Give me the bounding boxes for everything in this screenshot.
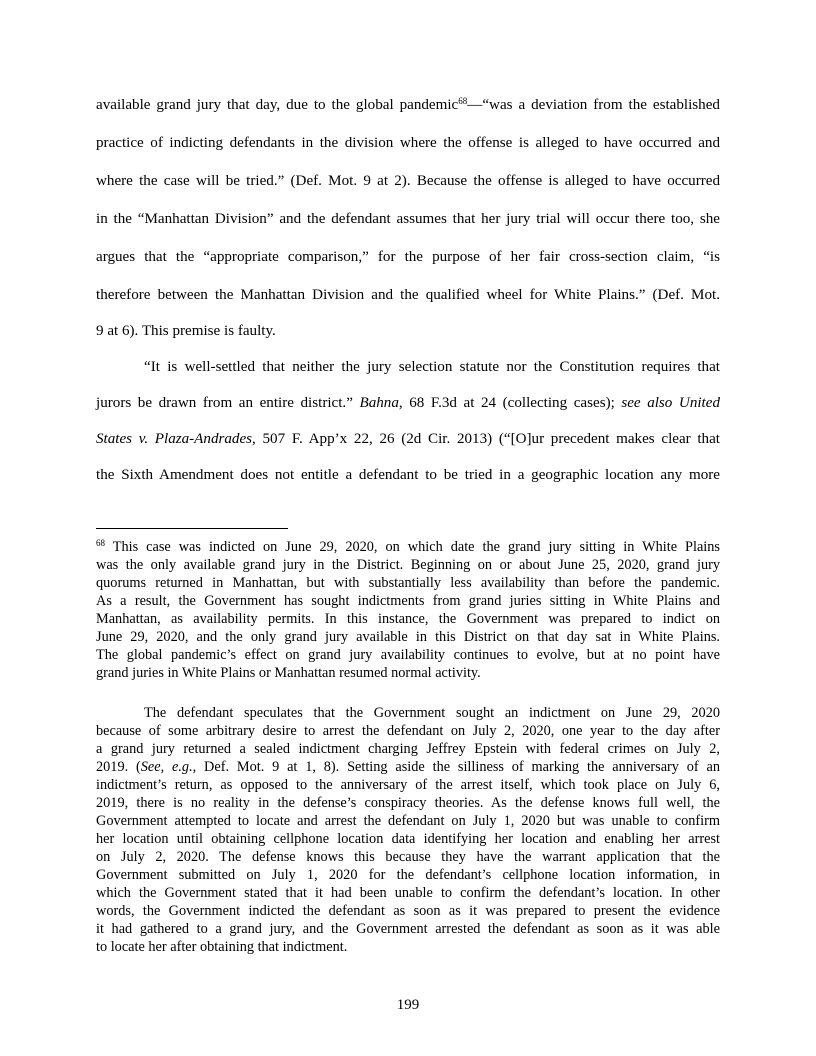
footnote-line: on July 2, 2020. The defense knows this because they have the warrant application that the (96, 849, 720, 865)
footnote-line: quorums returned in Manhattan, but with substantially less availability than before the pandemic. (96, 575, 720, 591)
body-line: the Sixth Amendment does not entitle a defendant to be tried in a geographic location any more (96, 467, 720, 483)
footnote-separator (96, 528, 288, 529)
body-line: States v. Plaza-Andrades, 507 F. App’x 22, 26 (2d Cir. 2013) (“[O]ur precedent makes clear that (96, 431, 721, 447)
body-line: practice of indicting defendants in the division where the offense is alleged to have occurred and (96, 135, 720, 151)
footnote-line: $^{68}$ This case was indicted on June 29, 2020, on which date the grand jury sitting in White Plains (96, 538, 720, 555)
footnote-line: words, the Government indicted the defendant as soon as it was prepared to present the evidence (96, 903, 720, 919)
body-line: argues that the “appropriate comparison,” for the purpose of her fair cross-section claim, “is (96, 249, 720, 265)
footnote-reference[interactable]: 68 (458, 96, 468, 106)
body-line: available grand jury that day, due to the global pandemic$^{68}$—“was a deviation from the established (96, 96, 720, 113)
footnote-line: 2019, there is no reality in the defense’s conspiracy theories. As the defense knows full well, the (96, 795, 720, 811)
footnote-line: The defendant speculates that the Government sought an indictment on June 29, 2020 (144, 705, 720, 721)
body-line: jurors be drawn from an entire district.” Bahna, 68 F.3d at 24 (collecting cases); see also United (96, 395, 721, 411)
footnote-line: because of some arbitrary desire to arrest the defendant on July 2, 2020, one year to the day after (96, 723, 720, 739)
body-line: 9 at 6). This premise is faulty. (96, 323, 276, 339)
footnote-line: June 29, 2020, and the only grand jury available in this District on that day sat in White Plains. (96, 629, 720, 645)
footnote-line: The global pandemic’s effect on grand jury availability continues to evolve, but at no point have (96, 647, 720, 663)
body-line: in the “Manhattan Division” and the defendant assumes that her jury trial will occur there too, she (96, 211, 720, 227)
footnote-line: it had gathered to a grand jury, and the Government arrested the defendant as soon as it was able (96, 921, 720, 937)
footnote-line: Manhattan, as availability permits. In this instance, the Government was prepared to indict on (96, 611, 720, 627)
footnote-line: grand juries in White Plains or Manhattan resumed normal activity. (96, 665, 481, 681)
page-number: 199 (396, 997, 420, 1013)
footnote-line: Government attempted to locate and arrest the defendant on July 1, 2020 but was unable to confirm (96, 813, 720, 829)
signal-citation: see also United (621, 395, 721, 411)
signal-citation: See, e.g. (140, 759, 193, 775)
case-citation: Bahna (359, 395, 399, 411)
case-citation: States v. Plaza-Andrades (96, 431, 253, 447)
body-line: where the case will be tried.” (Def. Mot. 9 at 2). Because the offense is alleged to have occurred (96, 173, 720, 189)
footnote-line: her location until obtaining cellphone location data identifying her location and enabling her arrest (96, 831, 720, 847)
footnote-line: As a result, the Government has sought indictments from grand juries sitting in White Plains and (96, 593, 720, 609)
footnote-line: a grand jury returned a sealed indictment charging Jeffrey Epstein with federal crimes on July 2, (96, 741, 720, 757)
footnote-line: 2019. (See, e.g., Def. Mot. 9 at 1, 8). Setting aside the silliness of marking the anniversary of an (96, 759, 720, 775)
body-line: therefore between the Manhattan Division and the qualified wheel for White Plains.” (Def. Mot. (96, 287, 720, 303)
footnote-line: which the Government stated that it had been unable to confirm the defendant’s location. In other (96, 885, 720, 901)
body-line: “It is well-settled that neither the jury selection statute nor the Constitution requires that (144, 359, 720, 375)
footnote-number: 68 (96, 538, 105, 548)
footnote-line: was the only available grand jury in the District. Beginning on or about June 25, 2020, grand jury (96, 557, 720, 573)
footnote-line: indictment’s return, as opposed to the anniversary of the arrest itself, which took place on July 6, (96, 777, 720, 793)
footnote-line: to locate her after obtaining that indictment. (96, 939, 348, 955)
footnote-line: Government submitted on July 1, 2020 for the defendant’s cellphone location information, in (96, 867, 720, 883)
